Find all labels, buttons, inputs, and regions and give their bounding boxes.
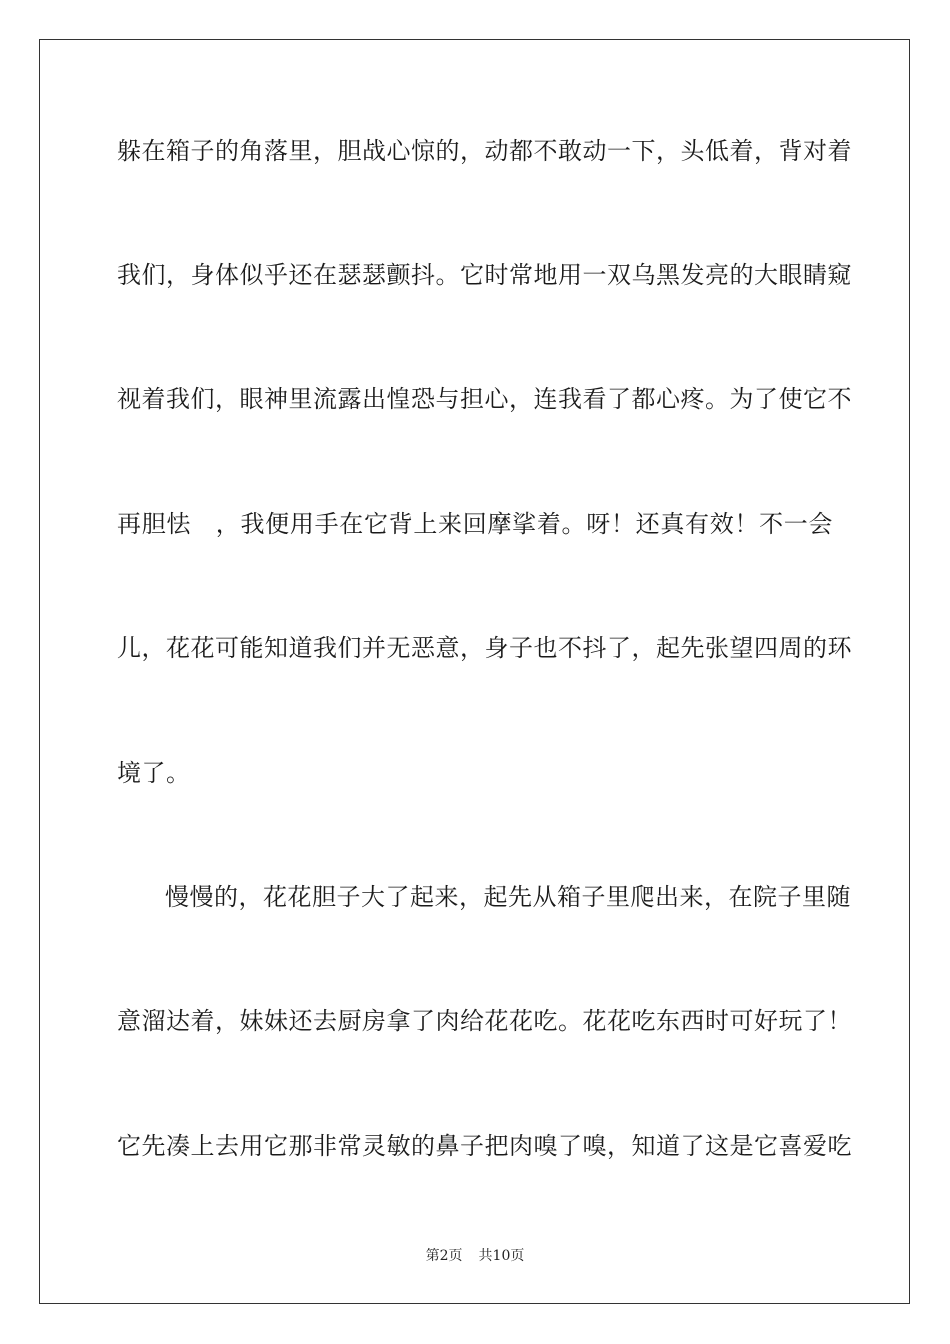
text-line-6: 境了。 [117,759,191,787]
text-line-4: 再胆怯 ，我便用手在它背上来回摩挲着。呀！还真有效！不一会 [117,510,833,538]
text-line-9: 它先凑上去用它那非常灵敏的鼻子把肉嗅了嗅，知道了这是它喜爱吃 [117,1132,852,1160]
page-number: 第2页 [425,1248,463,1264]
text-line-3: 视着我们，眼神里流露出惶恐与担心，连我看了都心疼。为了使它不 [117,385,852,413]
page-total: 共10页 [478,1248,525,1264]
text-line-2: 我们，身体似乎还在瑟瑟颤抖。它时常地用一双乌黑发亮的大眼睛窥 [117,261,852,289]
text-line-5: 儿，花花可能知道我们并无恶意，身子也不抖了，起先张望四周的环 [117,634,852,662]
page-border [39,39,910,1304]
page-footer [0,1246,950,1266]
text-line-7: 慢慢的，花花胆子大了起来，起先从箱子里爬出来，在院子里随 [165,883,851,911]
text-line-1: 躲在箱子的角落里，胆战心惊的，动都不敢动一下，头低着，背对着 [117,137,852,165]
text-line-8: 意溜达着，妹妹还去厨房拿了肉给花花吃。花花吃东西时可好玩了！ [117,1007,852,1035]
